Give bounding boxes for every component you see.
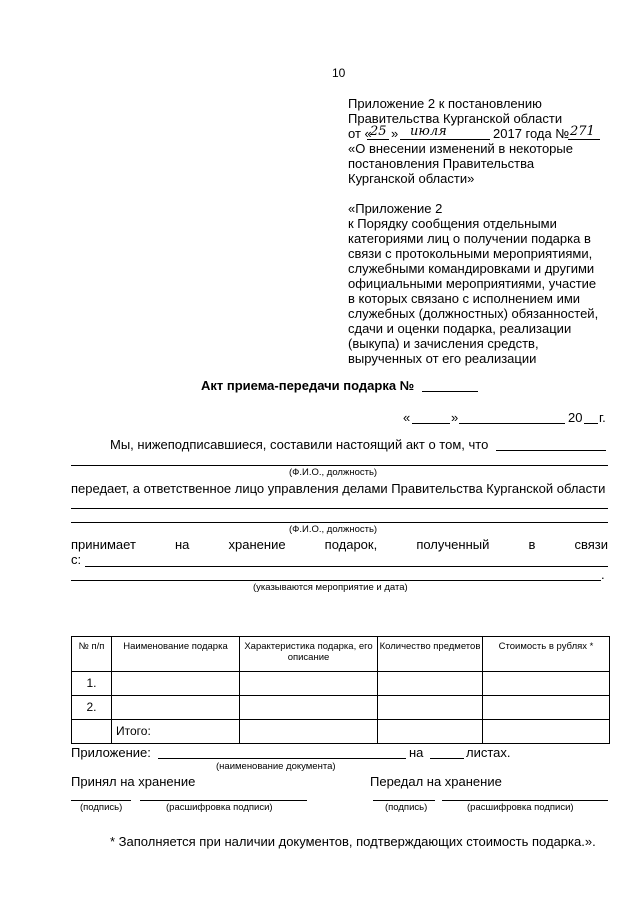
number-underline (568, 139, 600, 140)
fio-caption-1: (Ф.И.О., должность) (289, 467, 378, 478)
accepted-decode-caption: (расшифровка подписи) (166, 802, 273, 813)
annex-block (348, 201, 598, 366)
accepts-word: в (528, 537, 536, 552)
row-quantity-cell[interactable] (378, 696, 483, 720)
accepted-signature-line[interactable] (71, 800, 131, 801)
accepted-sign-caption: (подпись) (80, 802, 123, 813)
table-header-row (72, 637, 610, 672)
accepts-c-label: с: (71, 552, 82, 567)
page-number: 10 (332, 66, 346, 80)
accepts-word: хранение (228, 537, 286, 552)
handed-label: Передал на хранение (370, 774, 502, 789)
row-num: 2. (72, 696, 112, 720)
total-label: Итого: (112, 720, 240, 744)
row-quantity-cell[interactable] (378, 720, 483, 744)
gift-table (71, 636, 610, 744)
header-line-2: Правительства Курганской области (348, 111, 563, 126)
responsible-line-2[interactable] (71, 522, 608, 523)
row-cost-cell[interactable] (483, 720, 610, 744)
header-line-4: «О внесении изменений в некоторые (348, 141, 573, 156)
header-description: Характеристика подарка, его описание (240, 637, 378, 672)
row-description-cell[interactable] (240, 672, 378, 696)
header-name: Наименование подарка (112, 637, 240, 672)
row-num (72, 720, 112, 744)
table-row (72, 696, 610, 720)
table-total-row (72, 720, 610, 744)
header-date-quote: » (391, 126, 399, 141)
act-month-blank[interactable] (459, 423, 565, 424)
fio-caption-2: (Ф.И.О., должность) (289, 524, 378, 535)
header-line-5: постановления Правительства (348, 156, 535, 171)
intro-blank[interactable] (496, 450, 606, 451)
act-transfers-text: передает, а ответственное лицо управления делами Правительства Курганской области (71, 481, 606, 496)
act-title: Акт приема-передачи подарка № (201, 378, 415, 393)
act-date-close-quote: » (451, 410, 459, 425)
doc-caption: (наименование документа) (216, 761, 336, 772)
header-date-prefix: от « (348, 126, 372, 141)
act-number-blank[interactable] (422, 391, 478, 392)
annex-line: вырученных от его реализации (348, 351, 537, 366)
annex-line: в которых связано с исполнением ими (348, 291, 581, 306)
attachment-doc-blank[interactable] (158, 758, 406, 759)
handwritten-day: 25 (370, 124, 387, 139)
header-cost: Стоимость в рублях * (483, 637, 610, 672)
accepted-decode-line[interactable] (140, 800, 307, 801)
giver-fio-line[interactable] (71, 465, 608, 466)
annex-line: категориями лиц о получении подарка в (348, 231, 591, 246)
handwritten-number: 271 (570, 124, 595, 139)
accepts-word: связи (574, 537, 608, 552)
annex-line: служебными командировками и другими (348, 261, 595, 276)
handed-sign-caption: (подпись) (385, 802, 428, 813)
annex-line: к Порядку сообщения отдельными (348, 216, 557, 231)
annex-line: сдачи и оценки подарка, реализации (348, 321, 572, 336)
event-line-2[interactable] (71, 580, 601, 581)
month-underline (400, 139, 490, 140)
attachment-sheets-blank[interactable] (430, 758, 464, 759)
event-caption: (указываются мероприятие и дата) (253, 582, 408, 593)
accepted-label: Принял на хранение (71, 774, 196, 789)
act-date-open-quote: « (403, 410, 411, 425)
header-date-year: 2017 года № (493, 126, 570, 141)
annex-line: «Приложение 2 (348, 201, 443, 216)
row-num: 1. (72, 672, 112, 696)
act-day-blank[interactable] (412, 423, 450, 424)
row-description-cell[interactable] (240, 720, 378, 744)
attachment-sheets: листах. (466, 745, 511, 760)
day-underline (367, 139, 389, 140)
handed-decode-line[interactable] (442, 800, 608, 801)
annex-line: официальными мероприятиями, участие (348, 276, 597, 291)
act-date-year: 20 (568, 410, 583, 425)
row-cost-cell[interactable] (483, 672, 610, 696)
attachment-label: Приложение: (71, 745, 151, 760)
header-quantity: Количество предметов (378, 637, 483, 672)
row-name-cell[interactable] (112, 696, 240, 720)
header-num: № п/п (72, 637, 112, 672)
accepts-word: подарок, (324, 537, 378, 552)
accepts-word: принимает (71, 537, 136, 552)
header-line-1: Приложение 2 к постановлению (348, 96, 542, 111)
handed-decode-caption: (расшифровка подписи) (467, 802, 574, 813)
act-intro-text: Мы, нижеподписавшиеся, составили настоящий акт о том, что (110, 437, 489, 452)
responsible-line-1[interactable] (71, 508, 608, 509)
annex-line: (выкупа) и зачисления средств, (348, 336, 539, 351)
row-quantity-cell[interactable] (378, 672, 483, 696)
attachment-on: на (409, 745, 424, 760)
handwritten-month: июля (410, 124, 447, 139)
accepts-word: на (175, 537, 190, 552)
row-cost-cell[interactable] (483, 696, 610, 720)
annex-line: служебных (должностных) обязанностей, (348, 306, 599, 321)
footnote: * Заполняется при наличии документов, подтверждающих стоимость подарка.». (110, 834, 596, 849)
event-line-1[interactable] (85, 566, 608, 567)
annex-line: связи с протокольными мероприятиями, (348, 246, 593, 261)
table-row (72, 672, 610, 696)
act-date-g: г. (599, 410, 606, 425)
act-accepts-line (71, 537, 608, 552)
accepts-word: полученный (416, 537, 490, 552)
row-description-cell[interactable] (240, 696, 378, 720)
act-year-blank[interactable] (584, 423, 598, 424)
handed-signature-line[interactable] (373, 800, 435, 801)
header-line-6: Курганской области» (348, 171, 475, 186)
row-name-cell[interactable] (112, 672, 240, 696)
event-end-dot: . (601, 567, 605, 582)
